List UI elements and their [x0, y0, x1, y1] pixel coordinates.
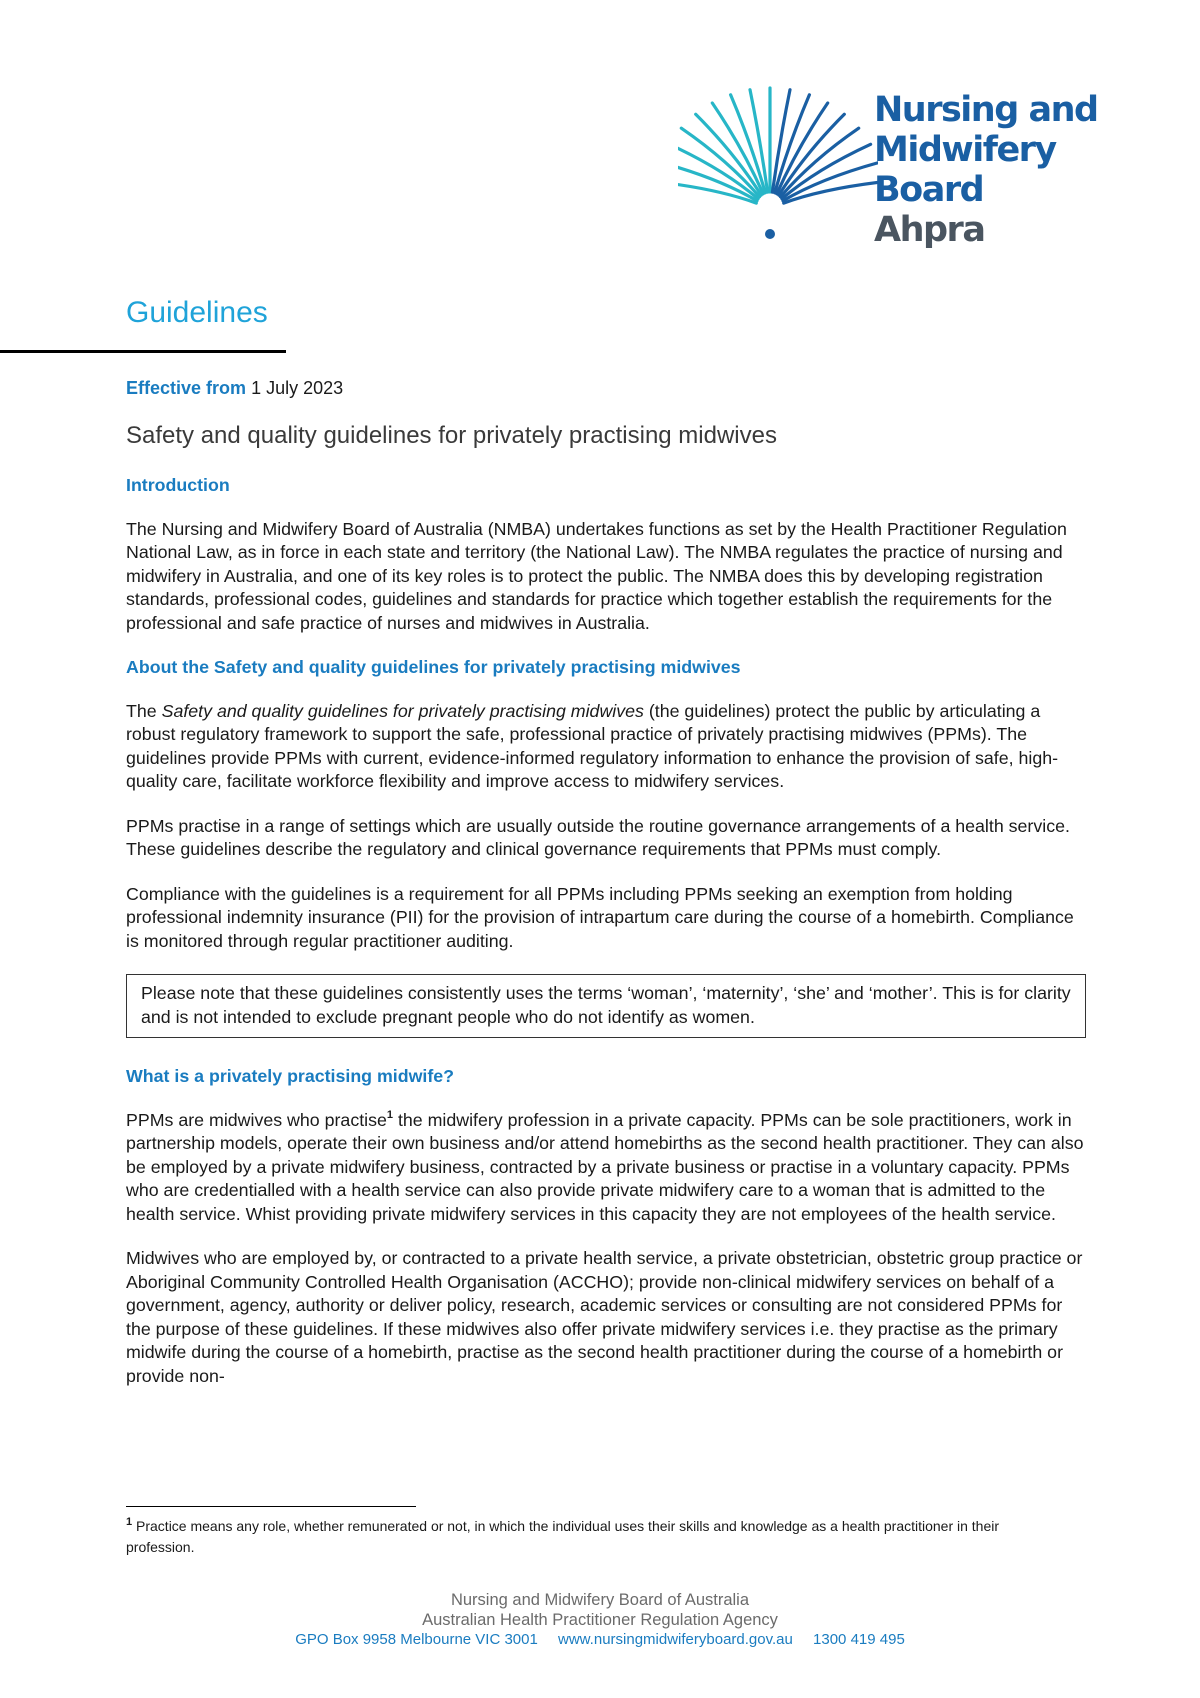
logo-fan-stroke: [772, 90, 790, 193]
footnote-text: Practice means any role, whether remunerated or not, in which the individual uses their skills and knowledge as a health practitioner in their profession.: [126, 1518, 1000, 1555]
header-divider: [0, 350, 286, 353]
footnote-reference[interactable]: 1: [386, 1108, 394, 1121]
logo-line-3: Ahpra: [874, 210, 985, 250]
page-title: Safety and quality guidelines for privately practising midwives: [126, 422, 777, 449]
footer-address: GPO Box 9958 Melbourne VIC 3001: [295, 1631, 538, 1648]
paragraph: [126, 1109, 1086, 1227]
section-heading-about: About the Safety and quality guidelines for privately practising midwives: [126, 657, 741, 677]
paragraph: PPMs practise in a range of settings which are usually outside the routine governance arrangements of a health service. These guidelines describe the regulatory and clinical governance requirements that PPMs must comply.: [126, 815, 1070, 859]
nmba-logo: [678, 74, 1158, 250]
footnote-number: 1: [126, 1516, 133, 1528]
text-run: the midwifery profession in a private capacity. PPMs can be sole practitioners, work in partnership models, operate their own business and/or attend homebirths as the second health practitioner. They can also be employed by a private midwifery business, contracted by a private business or practise in a voluntary capacity. PPMs who are credentialled with a health service can also provide private midwifery care to a woman that is admitted to the health service. Whist providing private midwifery services in this capacity they are not employees of the health service.: [126, 1109, 1084, 1224]
effective-label: Effective from: [126, 378, 247, 398]
text-run: PPMs are midwives who practise: [126, 1109, 387, 1130]
paragraph: Midwives who are employed by, or contracted to a private health service, a private obstetrician, obstetric group practice or Aboriginal Community Controlled Health Organisation (ACCHO); provide non-clinical midwifery services on behalf of a government, agency, authority or deliver policy, research, academic services or consulting are not considered PPMs for the purpose of these guidelines. If these midwives also offer private midwifery services i.e. they practise as the primary midwife during the course of a homebirth, practise as the second health practitioner during the course of a homebirth or provide non-: [126, 1248, 1083, 1386]
footnote-divider: [126, 1506, 416, 1507]
logo-line-1: Nursing and: [874, 90, 1098, 130]
page-footer: [0, 1590, 1200, 1650]
section-heading-introduction: Introduction: [126, 475, 230, 495]
logo-fan-stroke: [750, 90, 768, 193]
guideline-title-italic: Safety and quality guidelines for privately practising midwives: [161, 700, 644, 721]
footer-agency: Australian Health Practitioner Regulation Agency: [422, 1611, 778, 1629]
main-content: [126, 474, 1086, 1409]
footer-contact: [0, 1630, 1200, 1650]
logo-dot: [765, 229, 775, 239]
document-type: Guidelines: [126, 296, 268, 329]
logo-wordmark: [874, 90, 1158, 250]
effective-date: 1 July 2023: [251, 378, 344, 398]
paragraph: The Nursing and Midwifery Board of Australia (NMBA) undertakes functions as set by the Health Practitioner Regulation National Law, as in force in each state and territory (the National Law). The NMBA regulates the practice of nursing and midwifery in Australia, and one of its key roles is to protect the public. The NMBA does this by developing registration standards, professional codes, guidelines and standards for practice which together establish the requirements for the professional and safe practice of nurses and midwives in Australia.: [126, 518, 1067, 633]
footer-phone: 1300 419 495: [813, 1631, 905, 1648]
footnote: [126, 1516, 1056, 1558]
logo-fan-icon: [678, 74, 878, 246]
footer-org: Nursing and Midwifery Board of Australia: [450, 1591, 750, 1609]
paragraph: [126, 700, 1086, 794]
text-run: (the guidelines) protect the public by articulating a robust regulatory framework to support the safe, professional practice of privately practising midwives (PPMs). The guidelines provide PPMs with current, evidence-informed regulatory information to enhance the provision of safe, high-quality care, facilitate workforce flexibility and improve access to midwifery services.: [126, 700, 1059, 791]
paragraph: Compliance with the guidelines is a requirement for all PPMs including PPMs seeking an exemption from holding professional indemnity insurance (PII) for the provision of intrapartum care during the course of a homebirth. Compliance is monitored through regular practitioner auditing.: [126, 883, 1074, 951]
footer-website-link[interactable]: www.nursingmidwiferyboard.gov.au: [558, 1631, 793, 1648]
text-run: The: [126, 700, 162, 721]
section-heading-what-is-ppm: What is a privately practising midwife?: [126, 1066, 455, 1086]
note-box: Please note that these guidelines consistently uses the terms ‘woman’, ‘maternity’, ‘she’ and ‘mother’. This is for clarity and is not intended to exclude pregnant people who do not identify as women.: [126, 974, 1086, 1038]
logo-line-2: Midwifery Board: [874, 130, 1056, 210]
effective-date-line: [126, 378, 343, 399]
